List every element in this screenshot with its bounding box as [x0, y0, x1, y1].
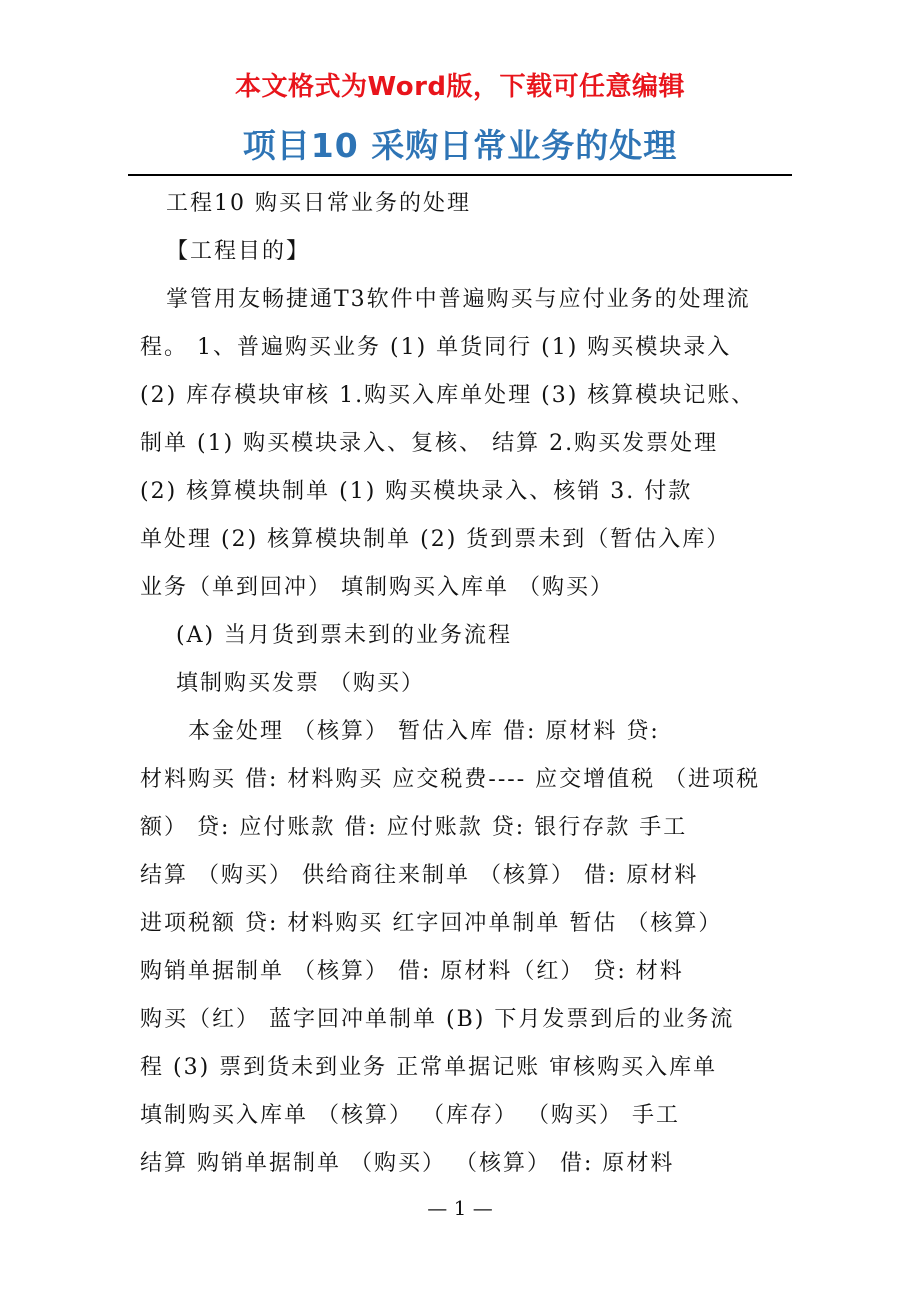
body-line: 填制购买发票 （购买）	[176, 671, 425, 696]
body-line: 额） 贷: 应付账款 借: 应付账款 贷: 银行存款 手工	[140, 815, 688, 840]
body-line: 购销单据制单 （核算） 借: 原材料（红） 贷: 材料	[140, 959, 684, 984]
body-line: 本金处理 （核算） 暂估入库 借: 原材料 贷:	[188, 719, 660, 744]
body-line: 制单 (1) 购买模块录入、复核、 结算 2.购买发票处理	[140, 431, 719, 456]
body-line: 程。 1、普遍购买业务 (1) 单货同行 (1) 购买模块录入	[140, 335, 732, 360]
body-line: 单处理 (2) 核算模块制单 (2) 货到票未到（暂估入库）	[140, 527, 731, 552]
title-divider	[128, 174, 792, 176]
body-line: (A) 当月货到票未到的业务流程	[176, 623, 513, 648]
body-line: 工程10 购买日常业务的处理	[166, 191, 471, 216]
body-line: 填制购买入库单 （核算） （库存） （购买） 手工	[140, 1103, 680, 1128]
document-title: 项目10 采购日常业务的处理	[242, 126, 678, 165]
body-line: 掌管用友畅捷通T3软件中普遍购买与应付业务的处理流	[166, 287, 751, 312]
body-line: 结算 （购买） 供给商往来制单 （核算） 借: 原材料	[140, 863, 699, 888]
body-line: 【工程目的】	[166, 239, 311, 264]
body-line: 进项税额 贷: 材料购买 红字回冲单制单 暂估 （核算）	[140, 911, 723, 936]
download-banner: 本文格式为Word版，下载可任意编辑	[234, 72, 686, 102]
body-line: 材料购买 借: 材料购买 应交税费---- 应交增值税 （进项税	[140, 767, 761, 792]
page-number: — 1 —	[427, 1196, 493, 1220]
body-line: 业务（单到回冲） 填制购买入库单 （购买）	[140, 575, 614, 600]
body-line: 结算 购销单据制单 （购买） （核算） 借: 原材料	[140, 1151, 675, 1176]
body-text	[140, 180, 782, 1188]
body-line: (2) 核算模块制单 (1) 购买模块录入、核销 3. 付款	[140, 479, 693, 504]
body-line: 程 (3) 票到货未到业务 正常单据记账 审核购买入库单	[140, 1055, 718, 1080]
body-line: (2) 库存模块审核 1.购买入库单处理 (3) 核算模块记账、	[140, 383, 756, 408]
body-line: 购买（红） 蓝字回冲单制单 (B) 下月发票到后的业务流	[140, 1007, 735, 1032]
